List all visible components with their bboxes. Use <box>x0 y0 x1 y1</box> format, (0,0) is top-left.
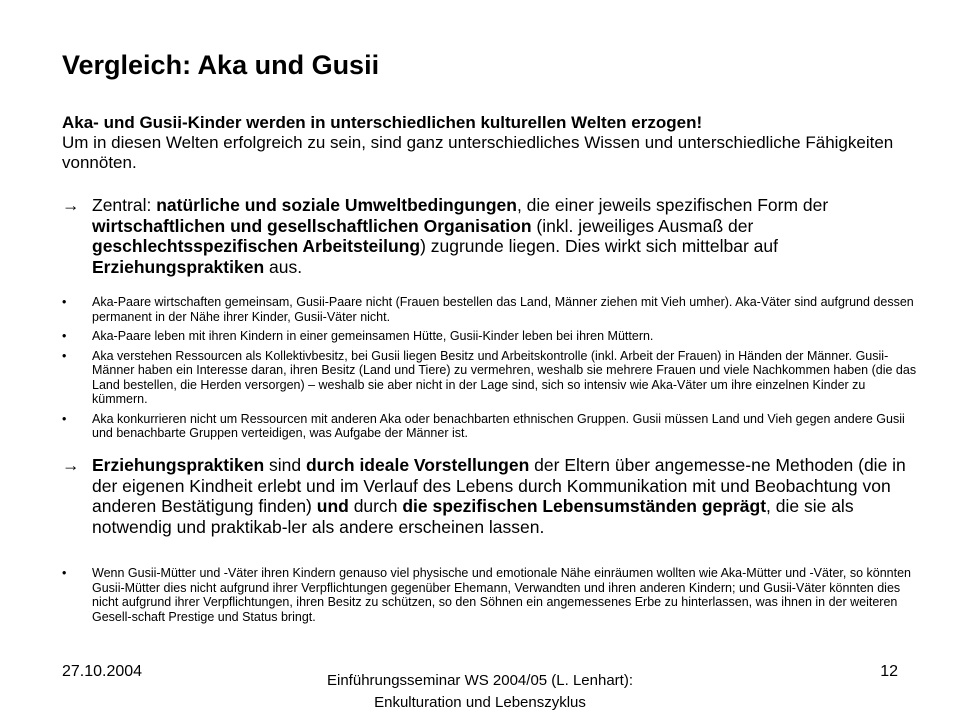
key-point-1 <box>62 195 922 277</box>
key-point-1-text: Zentral: natürliche und soziale Umweltbedingungen, die einer jeweils spezifischen Form der wirtschaftlichen und gesellschaftlichen Organisation (inkl. jeweiliges Ausmaß der geschlechtsspezifischen Arbeitsteilung) zugrunde liegen. Dies wirkt sich mittelbar auf Erziehungspraktiken aus. <box>92 195 829 277</box>
bullet-list-2 <box>62 566 922 629</box>
footer-course-line-1: Einführungsseminar WS 2004/05 (L. Lenhart): <box>327 672 633 689</box>
bullet-list-1 <box>62 295 922 446</box>
footer-course-info <box>260 670 700 714</box>
list-item: • Aka-Paare wirtschaften gemeinsam, Gusii-Paare nicht (Frauen bestellen das Land, Männer ziehen mit Vieh umher). Aka-Väter sind aufgrund dessen permanent in der Nähe ihrer Kinder, Gusii-Väter nicht. <box>62 295 914 324</box>
list-item: • Aka verstehen Ressourcen als Kollektivbesitz, bei Gusii liegen Besitz und Arbeitskontrolle (inkl. Arbeit der Frauen) in Händen der Männer. Gusii-Männer haben ein Interesse daran, ihren Besitz (Land und Tiere) zu vermehren, weshalb sie mehrere Frauen und viele Nachkommen haben (die das Land bestellen, die Herden versorgen) – weshalb sie aber nicht in der Lage sind, sich so intensiv wie Aka-Väter um ihre einzelnen Kinder zu kümmern. <box>62 348 917 406</box>
bullet-icon: • <box>62 411 67 426</box>
list-item: • Aka konkurrieren nicht um Ressourcen mit anderen Aka oder benachbarten ethnischen Gruppen. Gusii müssen Land und Vieh gegen andere Gusii und benachbarte Gruppen verteidigen, was Aufgabe der Männer ist. <box>62 411 905 440</box>
intro-body: Um in diesen Welten erfolgreich zu sein, sind ganz unterschiedliches Wissen und unterschiedliche Fähigkeiten vonnöten. <box>62 133 894 172</box>
intro-lead: Aka- und Gusii-Kinder werden in unterschiedlichen kulturellen Welten erzogen! <box>62 113 703 132</box>
key-point-2 <box>62 455 922 537</box>
intro-paragraph <box>62 113 922 173</box>
key-point-2-text: Erziehungspraktiken sind durch ideale Vorstellungen der Eltern über angemesse-ne Methoden (die in der eigenen Kindheit erlebt und im Verlauf des Lebens durch Kommunikation mit und Beobachtung von anderen Bestätigung finden) und durch die spezifischen Lebensumständen geprägt, die sie als notwendig und praktikab-ler als andere erscheinen lassen. <box>92 455 906 537</box>
bullet-icon: • <box>62 329 67 343</box>
list-item: • Aka-Paare leben mit ihren Kindern in einer gemeinsamen Hütte, Gusii-Kinder leben bei ihren Müttern. <box>62 329 654 343</box>
bullet-icon: • <box>62 348 67 363</box>
list-item: • Wenn Gusii-Mütter und -Väter ihren Kindern genauso viel physische und emotionale Nähe einräumen wollten wie Aka-Mütter und -Väter, so könnten Gusii-Mütter dies nicht aufgrund ihrer Verpflichtungen gegenüber Ehemann, Verwandten und ihren anderen Kindern; und Gusii-Väter könnten dies nicht aufgrund ihrer Verpflichtungen, ihren Besitz zu schützen, so den Söhnen ein angemessenes Erbe zu hinterlassen, was ihnen in der weiteren Gesell-schaft Prestige und Status bringt. <box>62 566 911 624</box>
footer-date: 27.10.2004 <box>62 663 143 680</box>
bullet-icon: • <box>62 295 67 309</box>
slide-title: Vergleich: Aka und Gusii <box>62 50 380 80</box>
arrow-right-icon: → <box>62 455 80 475</box>
bullet-icon: • <box>62 566 67 580</box>
page-number: 12 <box>880 663 898 680</box>
footer-course-line-2: Enkulturation und Lebenszyklus <box>374 694 586 711</box>
arrow-right-icon: → <box>62 195 80 215</box>
